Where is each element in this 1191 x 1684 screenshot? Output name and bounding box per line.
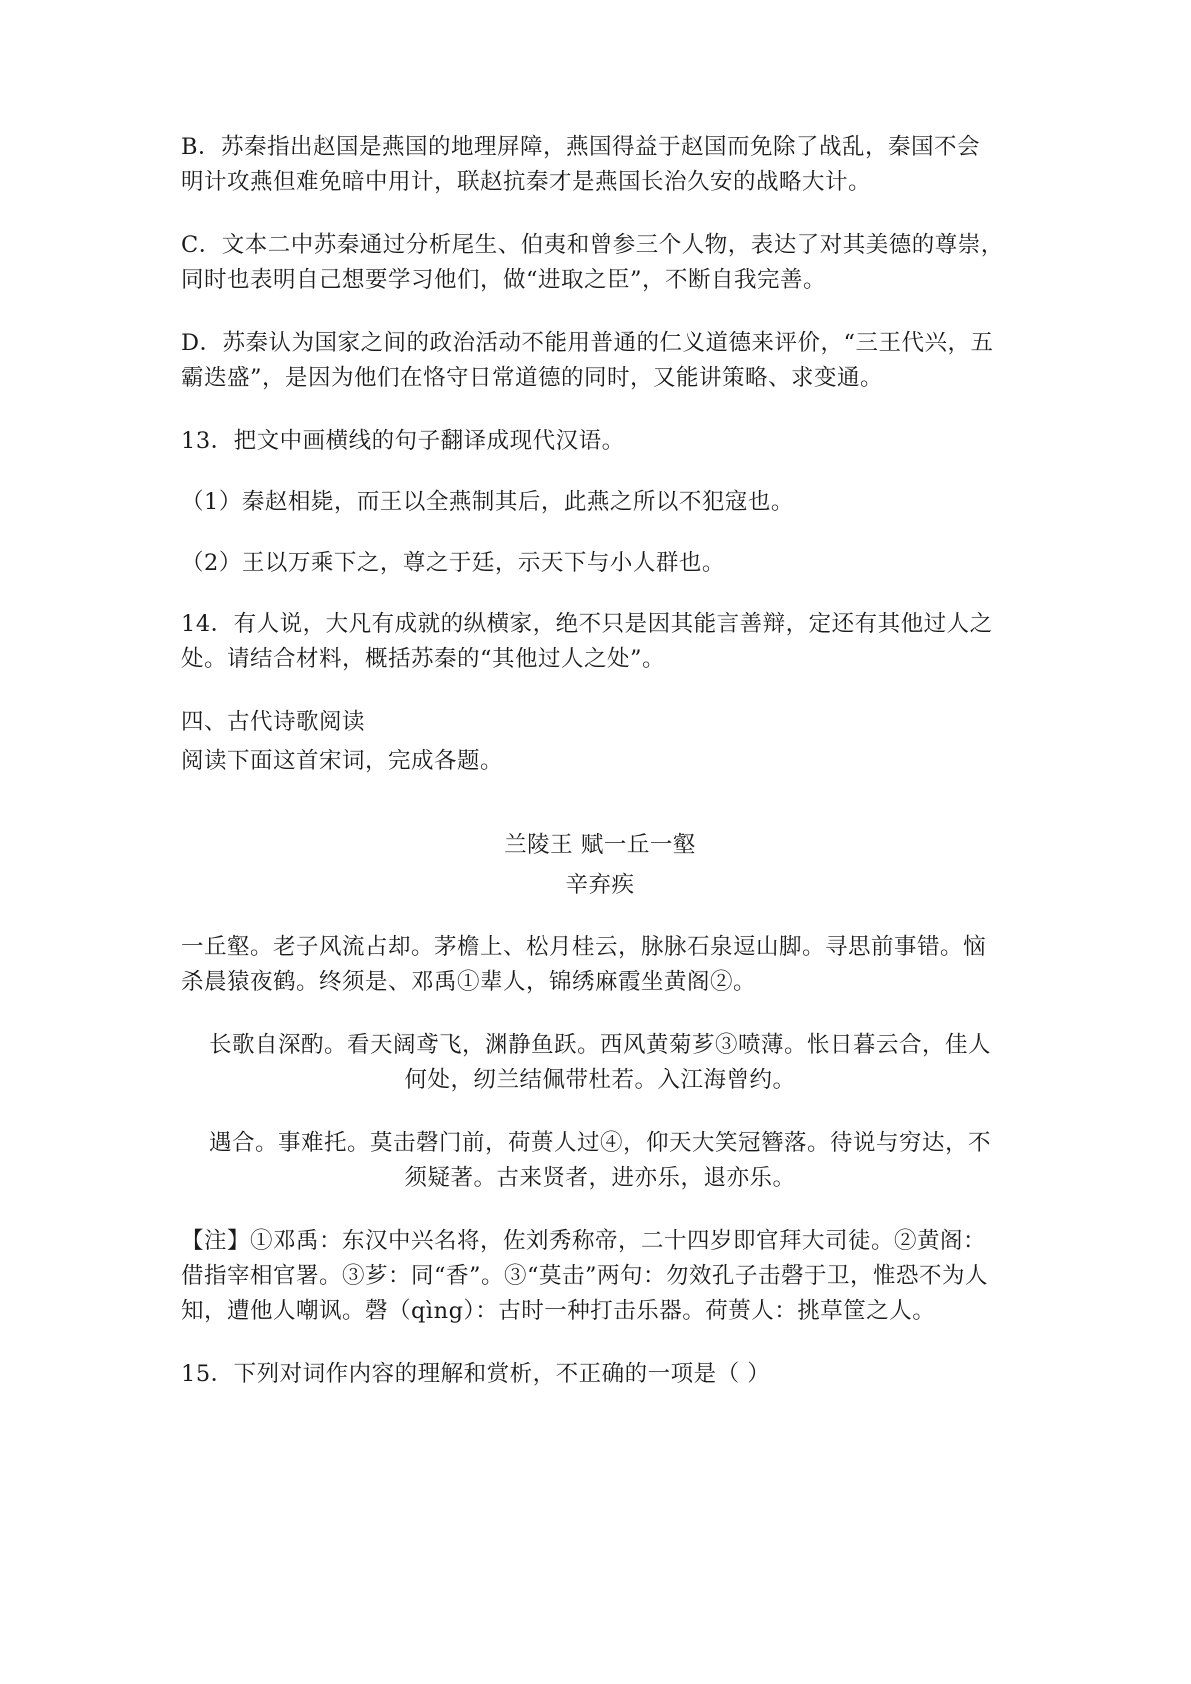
option-c-line: C．文本二中苏秦通过分析尾生、伯夷和曾参三个人物，表达了对其美德的尊崇， [181,232,1004,258]
poem-title [181,828,1019,863]
stanza-3-line: 遇合。事难托。莫击磬门前，荷蒉人过④，仰天大笑冠簪落。待说与穷达，不 [208,1130,991,1156]
stanza-1-line: 一丘壑。老子风流占却。茅檐上、松月桂云，脉脉石泉逗山脚。寻思前事错。恼 [181,934,987,960]
question-13-sentence-1 [181,485,1019,520]
section-heading-text: 四、古代诗歌阅读 [181,709,366,735]
poem-stanza-2 [181,1028,1019,1098]
section-4-heading [181,705,1019,740]
stanza-2-line: 何处，纫兰结佩带杜若。入江海曾约。 [404,1067,796,1093]
poem-stanza-3 [181,1126,1019,1196]
stanza-2-line: 长歌自深酌。看天阔鸢飞，渊静鱼跃。西风黄菊芗③喷薄。怅日暮云合，佳人 [208,1032,991,1058]
option-b-line: B．苏秦指出赵国是燕国的地理屏障，燕国得益于赵国而免除了战乱，秦国不会 [181,134,981,160]
question-14-line: 处。请结合材料，概括苏秦的“其他过人之处”。 [181,646,666,672]
question-15-text: 15．下列对词作内容的理解和赏析，不正确的一项是（ ） [181,1361,771,1387]
question-13-stem [181,424,1019,459]
poem-notes [181,1224,1019,1329]
note-line: 知，遭他人嘲讽。磬（qìng）：古时一种打击乐器。荷蒉人：挑草筐之人。 [181,1298,936,1324]
option-b-line: 明计攻燕但难免暗中用计，联赵抗秦才是燕国长治久安的战略大计。 [181,169,872,195]
instruction-text: 阅读下面这首宋词，完成各题。 [181,748,504,774]
option-b [181,130,1019,200]
sentence-1-text: （1）秦赵相毙，而王以全燕制其后，此燕之所以不犯寇也。 [181,489,794,515]
poem-author-text: 辛弃疾 [565,872,635,898]
question-13-text: 13．把文中画横线的句子翻译成现代汉语。 [181,428,625,454]
poem-title-text: 兰陵王 赋一丘一壑 [504,832,696,858]
question-14 [181,607,1019,677]
option-c [181,228,1019,298]
poem-author [181,868,1019,903]
stanza-1-line: 杀晨猿夜鹤。终须是、邓禹①辈人，锦绣麻霞坐黄阁②。 [181,969,757,995]
question-13-sentence-2 [181,546,1019,581]
poem-stanza-1 [181,930,1019,1000]
question-15 [181,1357,1019,1392]
option-d-line: D．苏秦认为国家之间的政治活动不能用普通的仁义道德来评价，“三王代兴，五 [181,330,994,356]
sentence-2-text: （2）王以万乘下之，尊之于廷，示天下与小人群也。 [181,550,725,576]
question-14-line: 14．有人说，大凡有成就的纵横家，绝不只是因其能言善辩，定还有其他过人之 [181,611,993,637]
note-line: 【注】①邓禹：东汉中兴名将，佐刘秀称帝，二十四岁即官拜大司徒。②黄阁： [181,1228,987,1254]
stanza-3-line: 须疑著。古来贤者，进亦乐，退亦乐。 [404,1165,796,1191]
note-line: 借指宰相官署。③芗：同“香”。③“莫击”两句：勿效孔子击磬于卫，惟恐不为人 [181,1263,989,1289]
section-4-instruction [181,744,1019,779]
option-c-line: 同时也表明自己想要学习他们，做“进取之臣”，不断自我完善。 [181,267,827,293]
option-d-line: 霸迭盛”，是因为他们在恪守日常道德的同时，又能讲策略、求变通。 [181,365,884,391]
option-d [181,326,1019,396]
